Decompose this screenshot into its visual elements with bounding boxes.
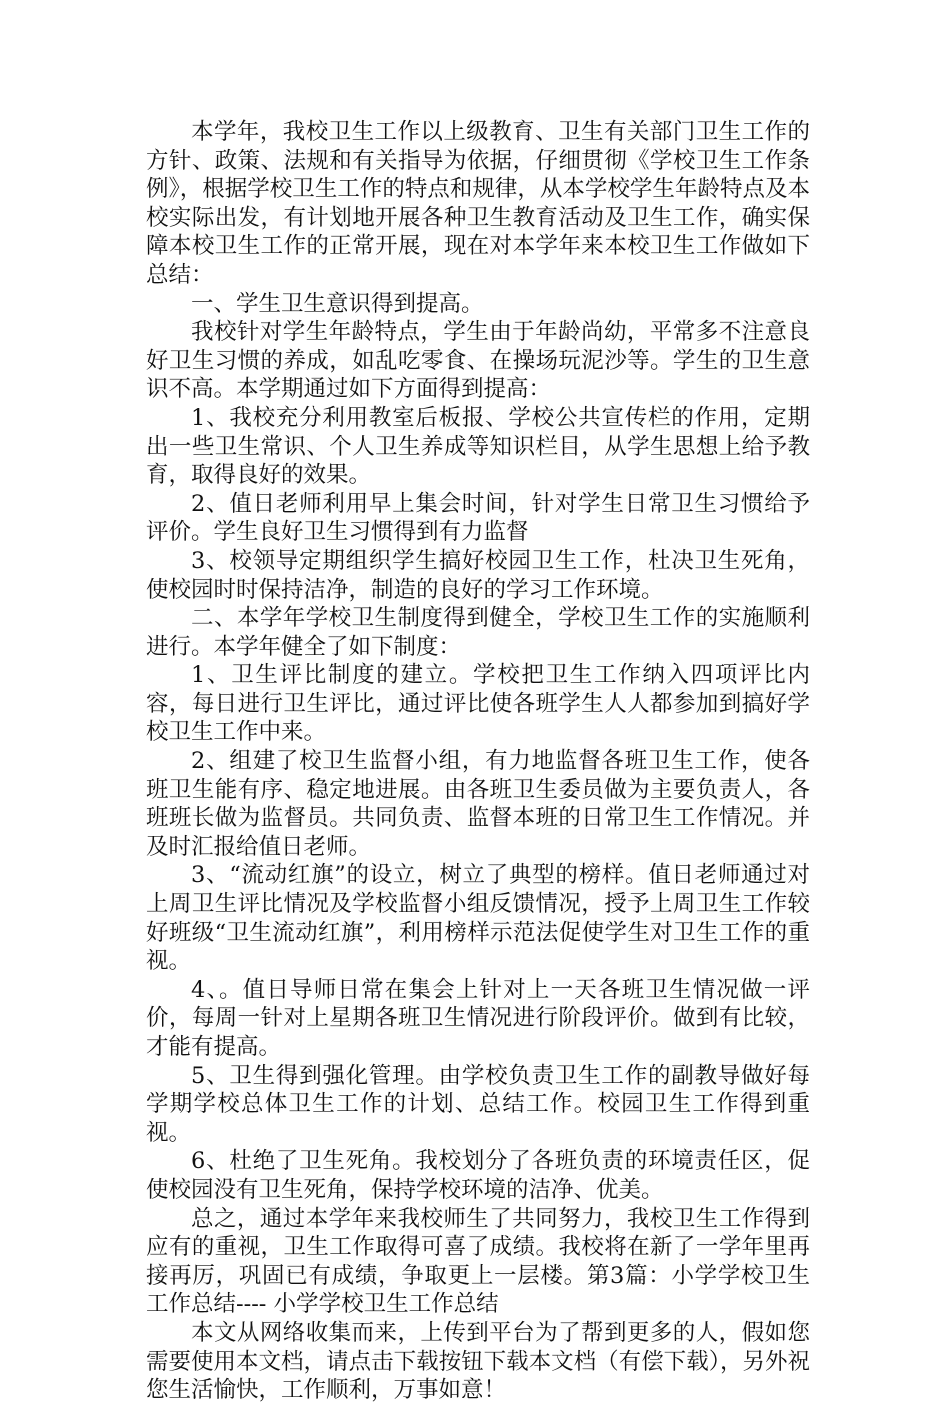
section-heading-2: 二、本学年学校卫生制度得到健全，学校卫生工作的实施顺利进行。本学年健全了如下制度：	[146, 605, 810, 660]
conclusion-paragraph: 总之，通过本学年来我校师生了共同努力，我校卫生工作得到应有的重视，卫生工作取得可喜了成绩。我校将在新了一学年里再接再厉，巩固已有成绩，争取更上一层楼。第3篇：小学学校卫生工作总结---- 小学学校卫生工作总结	[146, 1205, 810, 1318]
section-heading-1: 一、学生卫生意识得到提高。	[191, 290, 484, 317]
list-item: 1、我校充分利用教室后板报、学校公共宣传栏的作用，定期出一些卫生常识、个人卫生养成等知识栏目，从学生思想上给予教育，取得良好的效果。	[146, 404, 810, 489]
paragraph: 我校针对学生年龄特点，学生由于年龄尚幼，平常多不注意良好卫生习惯的养成，如乱吃零食、在操场玩泥沙等。学生的卫生意识不高。本学期通过如下方面得到提高：	[146, 319, 810, 403]
document-body	[146, 118, 810, 1405]
list-item: 6、杜绝了卫生死角。我校划分了各班负责的环境责任区，促使校园没有卫生死角，保持学校环境的洁净、优美。	[146, 1148, 810, 1203]
list-item: 4、。值日导师日常在集会上针对上一天各班卫生情况做一评价，每周一针对上星期各班卫生情况进行阶段评价。做到有比较，才能有提高。	[146, 976, 810, 1060]
list-item: 2、组建了校卫生监督小组，有力地监督各班卫生工作，使各班卫生能有序、稳定地进展。由各班卫生委员做为主要负责人，各班班长做为监督员。共同负责、监督本班的日常卫生工作情况。并及时汇报给值日老师。	[146, 748, 810, 860]
list-item: 3、“流动红旗”的设立，树立了典型的榜样。值日老师通过对上周卫生评比情况及学校监督小组反馈情况，授予上周卫生工作较好班级“卫生流动红旗”，利用榜样示范法促使学生对卫生工作的重视。	[146, 862, 810, 975]
footer-note: 本文从网络收集而来，上传到平台为了帮到更多的人，假如您需要使用本文档，请点击下载按钮下载本文档（有偿下载），另外祝您生活愉快，工作顺利，万事如意！	[146, 1319, 810, 1404]
list-item: 3、校领导定期组织学生搞好校园卫生工作，杜决卫生死角，使校园时时保持洁净，制造的良好的学习工作环境。	[146, 547, 810, 603]
intro-paragraph: 本学年，我校卫生工作以上级教育、卫生有关部门卫生工作的方针、政策、法规和有关指导为依据，仔细贯彻《学校卫生工作条例》，根据学校卫生工作的特点和规律，从本学校学生年龄特点及本校实际出发，有计划地开展各种卫生教育活动及卫生工作，确实保障本校卫生工作的正常开展，现在对本学年来本校卫生工作做如下总结：	[146, 119, 810, 288]
list-item: 1、卫生评比制度的建立。学校把卫生工作纳入四项评比内容，每日进行卫生评比，通过评比使各班学生人人都参加到搞好学校卫生工作中来。	[146, 662, 810, 746]
list-item: 5、卫生得到强化管理。由学校负责卫生工作的副教导做好每学期学校总体卫生工作的计划、总结工作。校园卫生工作得到重视。	[146, 1062, 810, 1146]
list-item: 2、值日老师利用早上集会时间，针对学生日常卫生习惯给予评价。学生良好卫生习惯得到有力监督	[146, 490, 810, 546]
